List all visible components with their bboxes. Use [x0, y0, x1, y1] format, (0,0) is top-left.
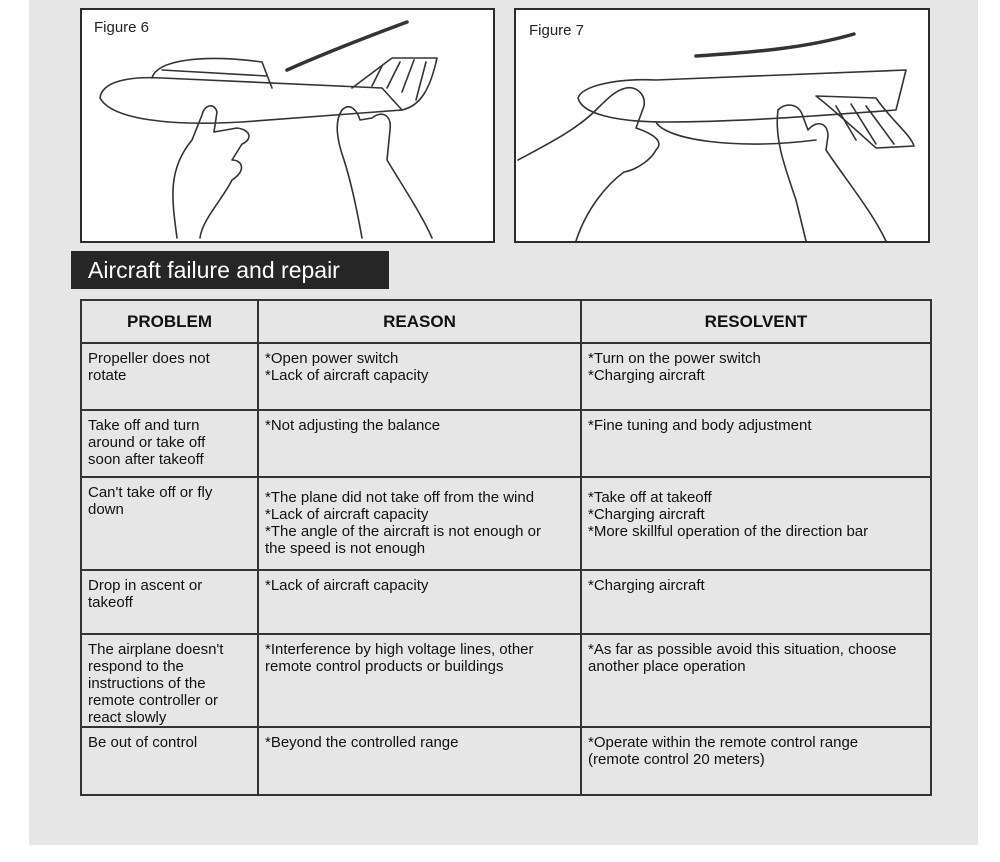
- cell-line: *Take off at takeoff: [588, 489, 712, 506]
- cell-line: react slowly: [88, 709, 167, 726]
- table-row: [81, 727, 931, 795]
- cell-line: *As far as possible avoid this situation, choose: [588, 641, 897, 658]
- cell-line: remote controller or: [88, 692, 219, 709]
- header-problem: PROBLEM: [81, 300, 258, 343]
- header-resolvent: RESOLVENT: [581, 300, 931, 343]
- cell-line: respond to the: [88, 658, 184, 675]
- problem-cell: [81, 570, 258, 634]
- cell-line: *Operate within the remote control range: [588, 734, 859, 751]
- problem-cell: [81, 343, 258, 410]
- plane-hands-illustration-6: [82, 10, 493, 241]
- cell-line: *Turn on the power switch: [588, 350, 761, 367]
- cell-line: Propeller does not: [88, 350, 210, 367]
- figure-7: [514, 8, 930, 243]
- table-row: [81, 410, 931, 477]
- table-row: [81, 570, 931, 634]
- resolvent-cell: [581, 727, 931, 795]
- resolvent-cell: [581, 570, 931, 634]
- cell-line: *More skillful operation of the direction bar: [588, 523, 869, 540]
- resolvent-cell: [581, 477, 931, 570]
- problem-cell: [81, 727, 258, 795]
- cell-line: remote control products or buildings: [265, 658, 504, 675]
- cell-line: Be out of control: [88, 734, 198, 751]
- resolvent-cell: [581, 343, 931, 410]
- resolvent-cell: [581, 634, 931, 727]
- problem-cell: [81, 634, 258, 727]
- figure-6-label: Figure 6: [94, 19, 150, 36]
- cell-line: *Charging aircraft: [588, 367, 705, 384]
- cell-line: *Charging aircraft: [588, 506, 705, 523]
- reason-cell: [258, 477, 581, 570]
- resolvent-cell: [581, 410, 931, 477]
- cell-line: Can't take off or fly: [88, 484, 213, 501]
- table-row: [81, 477, 931, 570]
- cell-line: rotate: [88, 367, 127, 384]
- table-row: [81, 634, 931, 727]
- figure-6: [80, 8, 495, 243]
- cell-line: soon after takeoff: [88, 451, 204, 468]
- cell-line: Take off and turn: [88, 417, 200, 434]
- cell-line: *Lack of aircraft capacity: [265, 367, 429, 384]
- cell-line: *Lack of aircraft capacity: [265, 506, 429, 523]
- cell-line: The airplane doesn't: [88, 641, 224, 658]
- cell-line: *Charging aircraft: [588, 577, 705, 594]
- reason-cell: [258, 570, 581, 634]
- cell-line: the speed is not enough: [265, 540, 426, 557]
- cell-line: *Interference by high voltage lines, other: [265, 641, 534, 658]
- cell-line: (remote control 20 meters): [588, 751, 765, 768]
- cell-line: *The angle of the aircraft is not enough or: [265, 523, 542, 540]
- cell-line: *Open power switch: [265, 350, 399, 367]
- cell-line: *Beyond the controlled range: [265, 734, 459, 751]
- header-reason: REASON: [258, 300, 581, 343]
- cell-line: instructions of the: [88, 675, 206, 692]
- cell-line: another place operation: [588, 658, 746, 675]
- reason-cell: [258, 410, 581, 477]
- reason-cell: [258, 634, 581, 727]
- cell-line: takeoff: [88, 594, 133, 611]
- table-header-row: [81, 300, 931, 343]
- cell-line: *Not adjusting the balance: [265, 417, 441, 434]
- problem-cell: [81, 410, 258, 477]
- problem-cell: [81, 477, 258, 570]
- cell-line: around or take off: [88, 434, 206, 451]
- cell-line: down: [88, 501, 124, 518]
- cell-line: Drop in ascent or: [88, 577, 203, 594]
- section-title: Aircraft failure and repair: [71, 251, 389, 289]
- cell-line: *The plane did not take off from the wind: [265, 489, 535, 506]
- plane-hands-illustration-7: [516, 10, 928, 241]
- failure-repair-table: [80, 299, 932, 796]
- figure-7-label: Figure 7: [529, 22, 585, 39]
- cell-line: *Fine tuning and body adjustment: [588, 417, 812, 434]
- table-row: [81, 343, 931, 410]
- cell-line: *Lack of aircraft capacity: [265, 577, 429, 594]
- reason-cell: [258, 343, 581, 410]
- reason-cell: [258, 727, 581, 795]
